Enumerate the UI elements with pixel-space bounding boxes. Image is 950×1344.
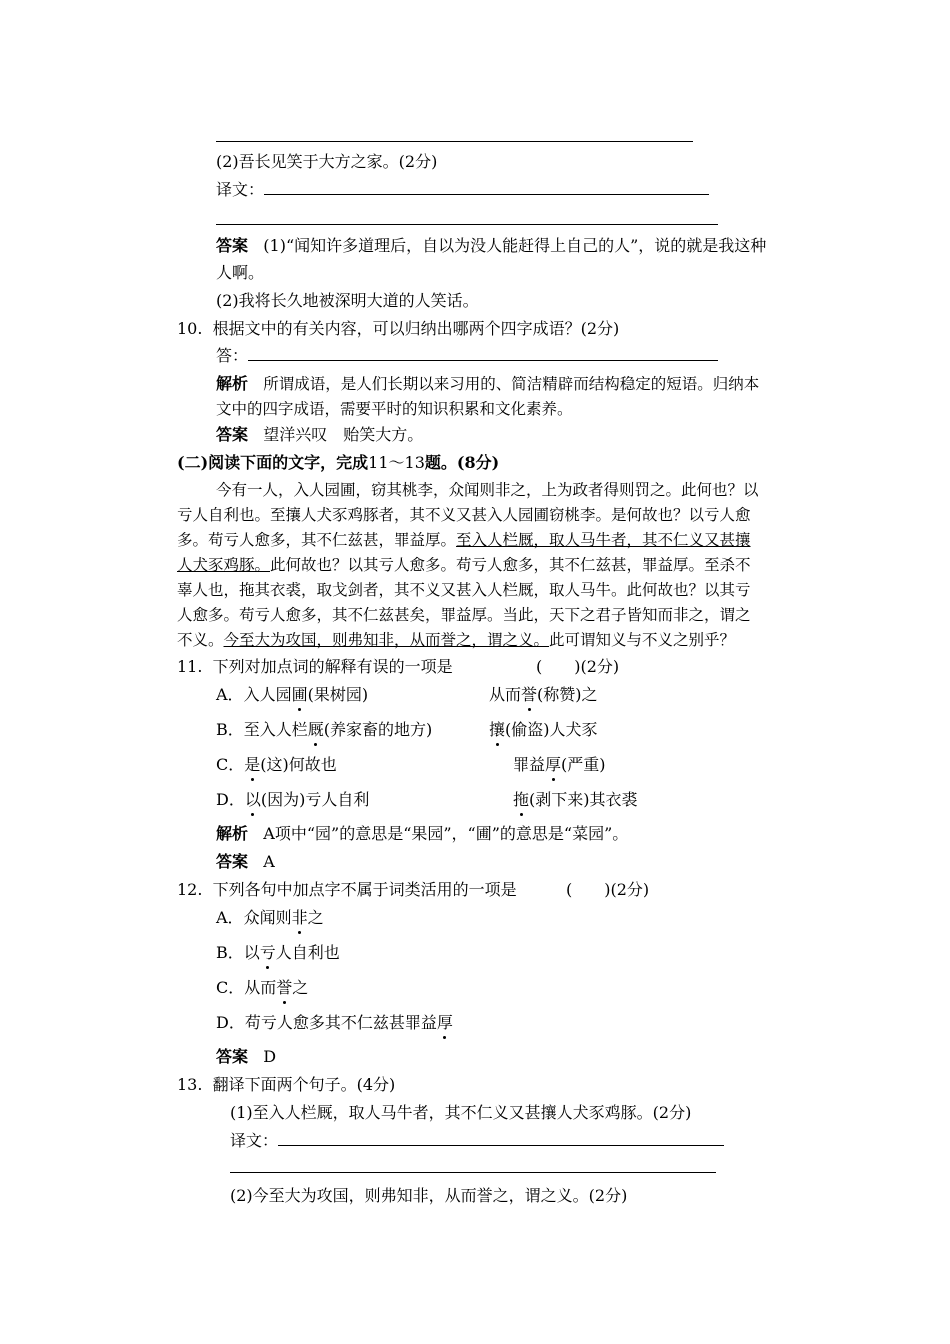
option-b-right[interactable]: 攘(偷盗)人犬豕 (489, 720, 598, 739)
q10-answer-field (216, 346, 718, 366)
answer-line[interactable] (264, 180, 709, 195)
underlined-sentence: 人犬豕鸡豚。 (177, 556, 271, 574)
q11-analysis (216, 824, 628, 844)
question-10 (177, 319, 619, 339)
q12-answer (216, 1047, 276, 1067)
answer-bracket[interactable]: ( )(2分) (536, 657, 620, 676)
q13-sub1: (1)至入人栏厩，取人马牛者，其不仁义又甚攘人犬豕鸡豚。(2分) (230, 1103, 692, 1122)
option-c[interactable]: C．从而誉之 (216, 978, 309, 997)
question-text: 根据文中的有关内容，可以归纳出哪两个四字成语？(2分) (212, 319, 620, 338)
question-number: 11. (177, 657, 203, 676)
analysis-text: 所谓成语，是人们长期以来习用的、简洁精辟而结构稳定的短语。归纳本 (263, 375, 760, 393)
question-text: 下列各句中加点字不属于词类活用的一项是 (212, 880, 517, 899)
answer-text: (2)我将长久地被深明大道的人笑话。 (216, 291, 479, 310)
underlined-sentence: 今至大为攻国，则弗知非，从而誉之，谓之义。 (223, 631, 550, 649)
analysis-label: 解析 (216, 824, 249, 843)
q13-sub2: (2)今至大为攻国，则弗知非，从而誉之，谓之义。(2分) (230, 1186, 628, 1205)
passage-line: 人犬豕鸡豚。此何故也？以其亏人愈多。苟亏人愈多，其不仁兹甚，罪益厚。至杀不 (177, 556, 751, 574)
passage-line: 人愈多。苟亏人愈多，其不仁兹甚矣，罪益厚。当此，天下之君子皆知而非之，谓之 (177, 606, 751, 624)
option-a[interactable]: A．众闻则非之 (216, 908, 324, 927)
answer-line[interactable] (216, 224, 718, 225)
option-d-right[interactable]: 拖(剥下来)其衣裘 (513, 790, 638, 809)
answer-text: A (263, 852, 275, 871)
option-b[interactable]: B．以亏人自利也 (216, 943, 340, 962)
answer-label: 答案 (216, 425, 249, 444)
question-text: 下列对加点词的解释有误的一项是 (212, 657, 453, 676)
answer-bracket[interactable]: ( )(2分) (566, 880, 650, 899)
question-number: 12. (177, 880, 203, 899)
q9-sub2: (2)吾长见笑于大方之家。(2分) (216, 152, 438, 171)
analysis-text: A项中“园”的意思是“果园”，“圃”的意思是“菜园”。 (263, 824, 629, 843)
passage-line: 不义。今至大为攻国，则弗知非，从而誉之，谓之义。此可谓知义与不义之别乎？ (177, 631, 736, 649)
analysis-label: 解析 (216, 374, 249, 393)
question-text: 翻译下面两个句子。(4分) (212, 1075, 396, 1094)
passage-line: 今有一人，入人园圃，窃其桃李，众闻则非之，上为政者得则罚之。此何也？以 (216, 481, 759, 499)
answer-text: 望洋兴叹 贻笑大方。 (263, 425, 424, 444)
answer-label: 答案 (216, 1047, 249, 1066)
q13-translate-row (230, 1131, 724, 1151)
translate-label: 译文： (230, 1131, 279, 1150)
question-11 (177, 657, 453, 677)
answer-label: 答案 (216, 852, 249, 871)
answer-label: 答案 (216, 236, 249, 255)
answer-line[interactable] (230, 1172, 716, 1173)
q10-answer (216, 425, 423, 445)
answer-text: D (263, 1047, 277, 1066)
q11-answer (216, 852, 275, 872)
q9-translate-row (216, 180, 709, 200)
answer-line[interactable] (216, 141, 693, 142)
answer-field-label: 答： (216, 346, 249, 365)
question-number: 10. (177, 319, 203, 338)
q10-analysis (216, 374, 759, 394)
passage-line: 辜人也，拖其衣裘，取戈剑者，其不义又甚入人栏厩，取人马牛。此何故也？以其亏 (177, 581, 751, 599)
option-d[interactable]: D．苟亏人愈多其不仁兹甚罪益厚 (216, 1013, 453, 1032)
option-a-right[interactable]: 从而誉(称赞)之 (489, 685, 598, 704)
question-12 (177, 880, 517, 900)
option-c[interactable]: C．是(这)何故也 (216, 755, 337, 774)
underlined-sentence: 至入人栏厩，取人马牛者，其不仁义又甚攘 (456, 531, 751, 549)
answer-text: (1)“闻知许多道理后，自以为没人能赶得上自己的人”，说的就是我这种 (263, 236, 767, 255)
option-d[interactable]: D．以(因为)亏人自利 (216, 790, 370, 809)
answer-line[interactable] (278, 1131, 724, 1146)
answer-text: 人啊。 (216, 263, 265, 282)
section-heading: (二)阅读下面的文字，完成11～13题。(8分) (177, 453, 500, 472)
answer-line[interactable] (248, 346, 718, 361)
option-a[interactable]: A．入人园圃(果树园) (216, 685, 369, 704)
translate-label: 译文： (216, 180, 265, 199)
question-13 (177, 1075, 395, 1095)
question-number: 13. (177, 1075, 203, 1094)
option-b[interactable]: B．至入人栏厩(养家畜的地方) (216, 720, 433, 739)
passage-line: 多。苟亏人愈多，其不仁兹甚，罪益厚。至入人栏厩，取人马牛者，其不仁义又甚攘 (177, 531, 751, 549)
analysis-text: 文中的四字成语，需要平时的知识积累和文化素养。 (216, 400, 573, 418)
passage-line: 亏人自利也。至攘人犬豕鸡豚者，其不义又甚入人园圃窃桃李。是何故也？以亏人愈 (177, 506, 751, 524)
option-c-right[interactable]: 罪益厚(严重) (513, 755, 606, 774)
q9-answer-row (216, 236, 766, 256)
